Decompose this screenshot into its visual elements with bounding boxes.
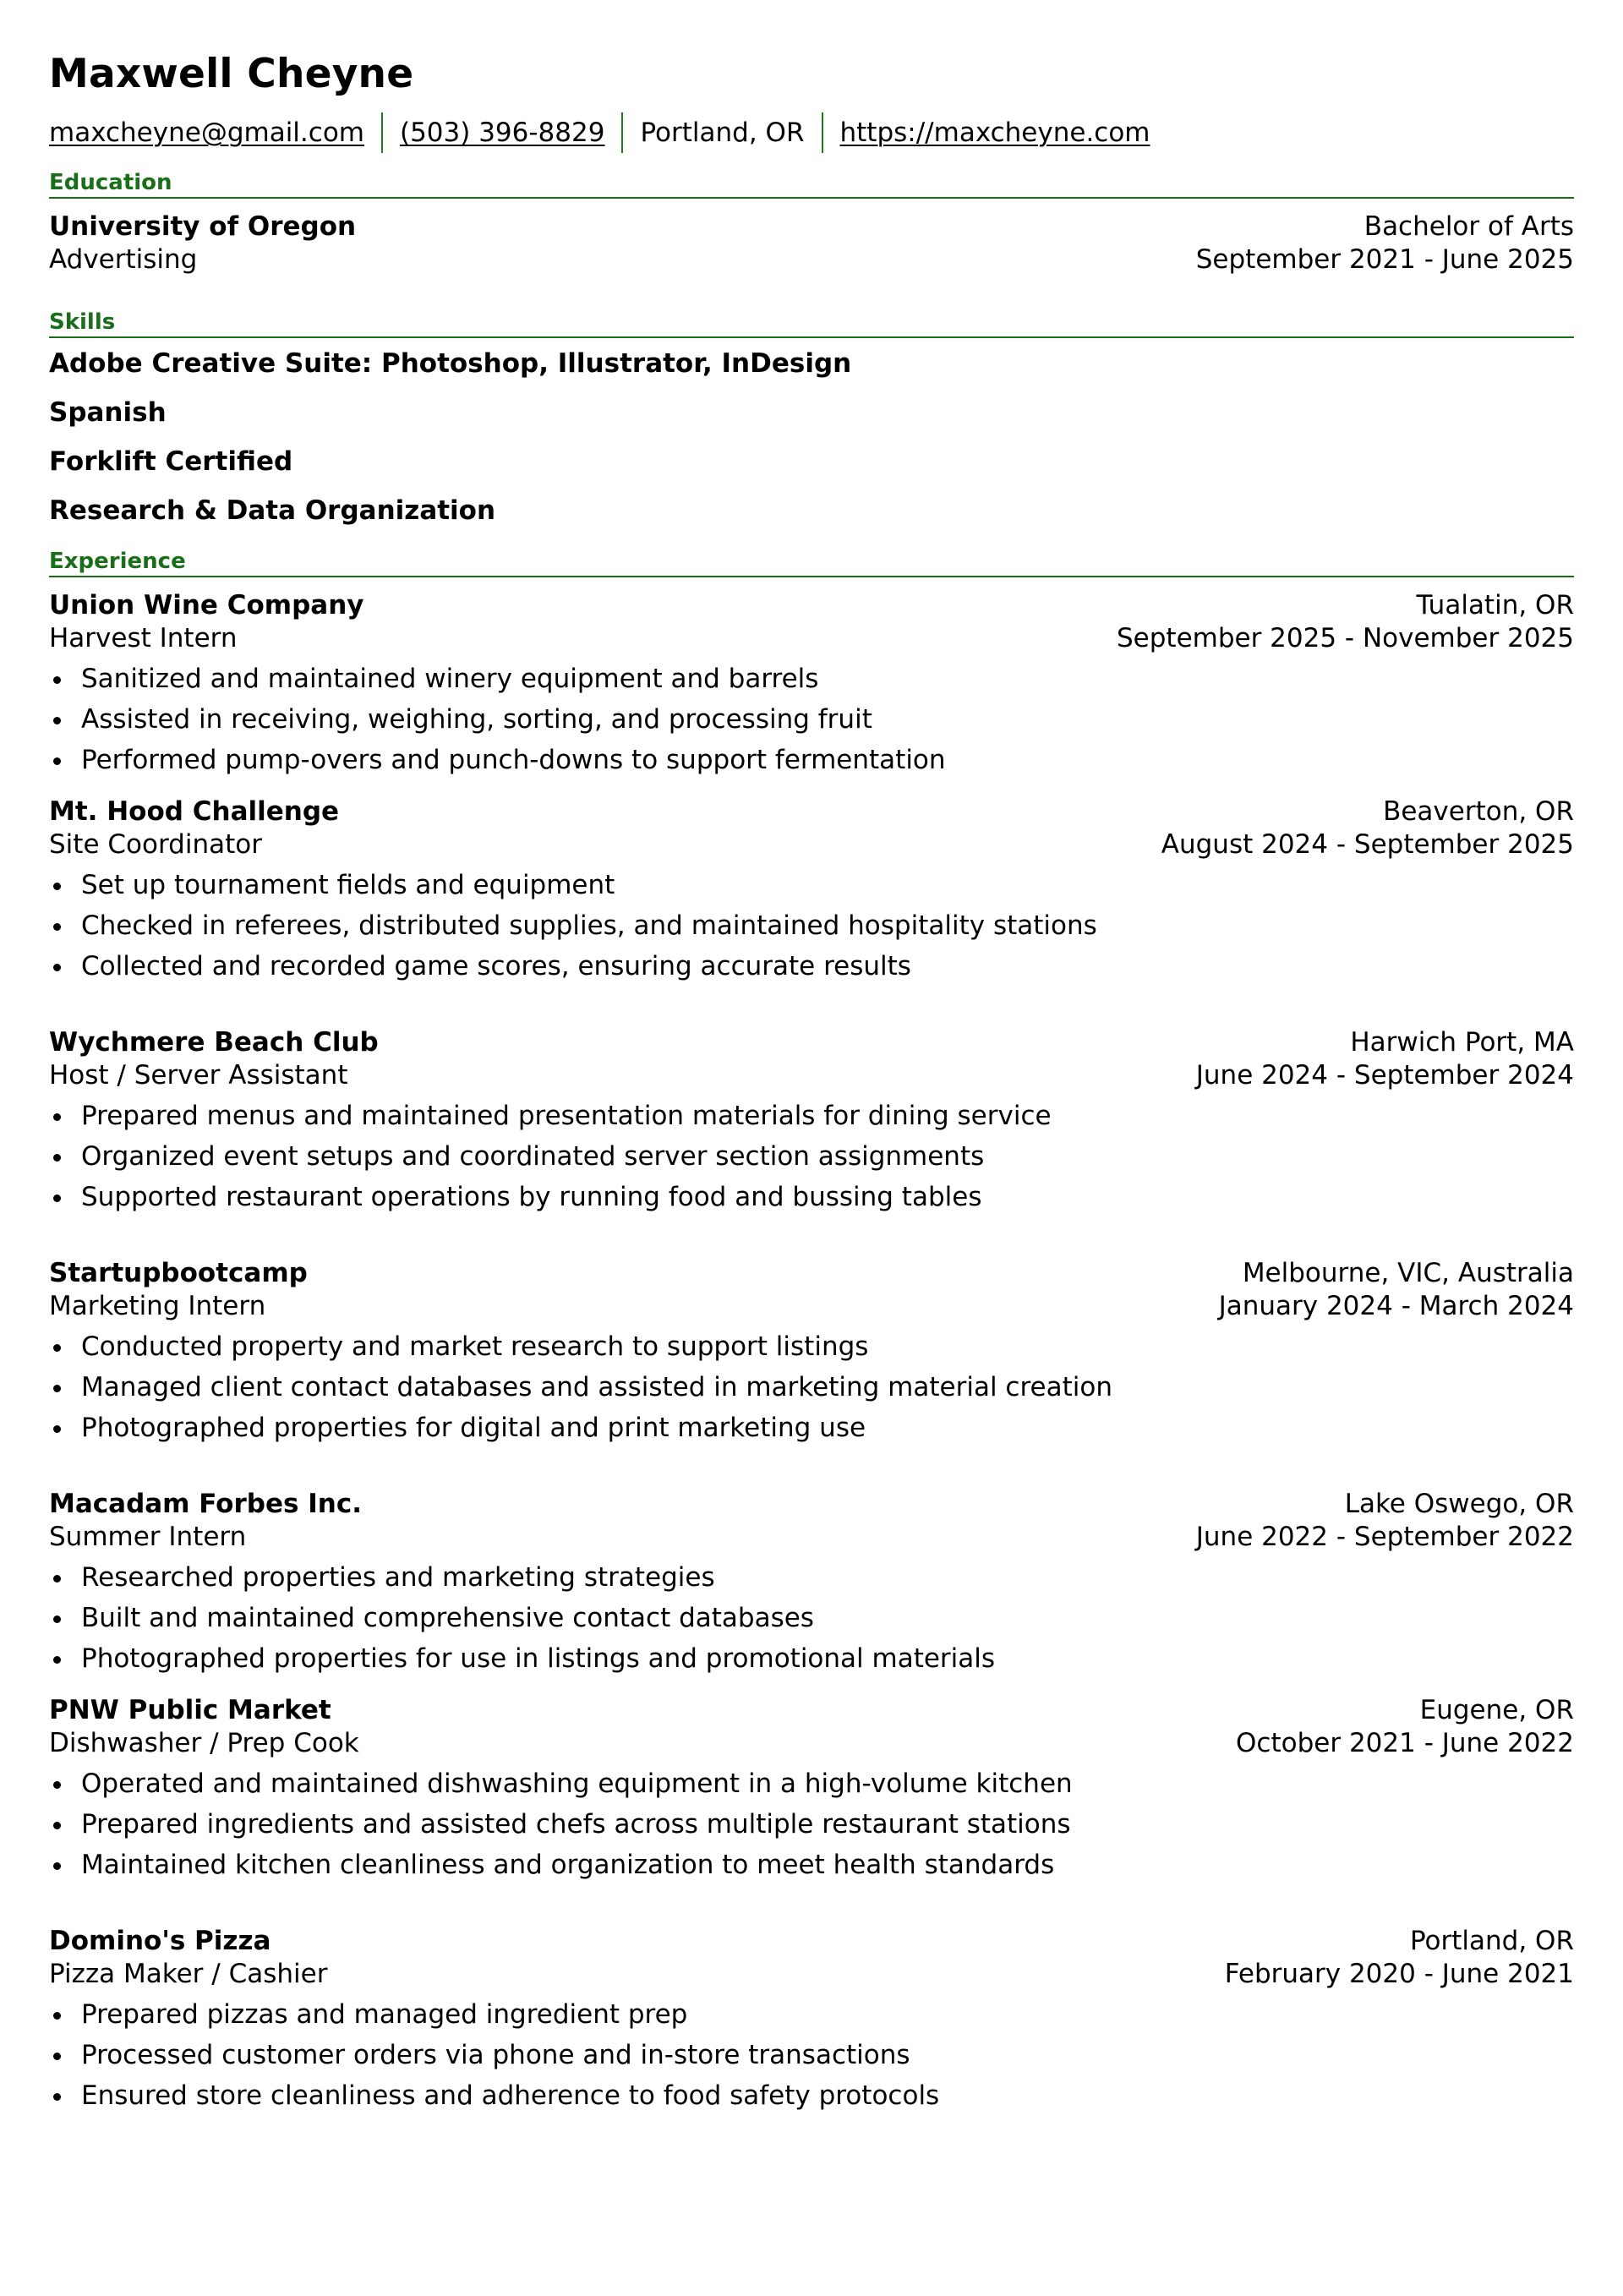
- website-link[interactable]: https://maxcheyne.com: [839, 118, 1150, 148]
- job-bullet: Built and maintained comprehensive contact databases: [49, 1598, 1574, 1638]
- job-entry: [49, 1925, 1574, 2116]
- degree: Bachelor of Arts: [1363, 211, 1574, 242]
- education-dates: September 2021 - June 2025: [1195, 244, 1574, 275]
- job-location: Lake Oswego, OR: [1344, 1489, 1574, 1519]
- skill-item: Forklift Certified: [49, 446, 293, 477]
- job-bullet: Maintained kitchen cleanliness and organization to meet health standards: [49, 1845, 1574, 1885]
- company-name: Mt. Hood Challenge: [49, 796, 340, 827]
- job-subheader-row: [49, 828, 1574, 861]
- job-header-row: [49, 589, 1574, 622]
- job-bullet: Collected and recorded game scores, ensuring accurate results: [49, 946, 1574, 987]
- location-text: Portland, OR: [640, 118, 805, 148]
- job-bullet: Managed client contact databases and assisted in marketing material creation: [49, 1367, 1574, 1408]
- job-dates: June 2024 - September 2024: [1195, 1060, 1574, 1091]
- job-bullet: Organized event setups and coordinated server section assignments: [49, 1136, 1574, 1177]
- job-header-row: [49, 1925, 1574, 1958]
- job-entry: [49, 1694, 1574, 1885]
- job-bullet: Checked in referees, distributed supplies, and maintained hospitality stations: [49, 905, 1574, 946]
- education-entry: [49, 210, 1574, 276]
- job-subheader-row: [49, 622, 1574, 655]
- job-bullet: Sanitized and maintained winery equipment and barrels: [49, 659, 1574, 699]
- job-subheader-row: [49, 1521, 1574, 1554]
- job-dates: February 2020 - June 2021: [1224, 1959, 1574, 1989]
- company-name: PNW Public Market: [49, 1695, 331, 1725]
- job-location: Portland, OR: [1409, 1926, 1574, 1956]
- job-title: Dishwasher / Prep Cook: [49, 1728, 359, 1758]
- job-entry: [49, 1257, 1574, 1448]
- company-name: Domino's Pizza: [49, 1926, 271, 1956]
- job-title: Marketing Intern: [49, 1291, 266, 1321]
- job-bullet: Prepared menus and maintained presentation materials for dining service: [49, 1096, 1574, 1136]
- skill-item: Spanish: [49, 397, 167, 428]
- job-header-row: [49, 1257, 1574, 1290]
- job-bullet: Supported restaurant operations by running food and bussing tables: [49, 1177, 1574, 1217]
- job-bullets: [49, 865, 1574, 987]
- job-bullet: Conducted property and market research to support listings: [49, 1326, 1574, 1367]
- job-bullets: [49, 1763, 1574, 1885]
- job-dates: August 2024 - September 2025: [1161, 829, 1574, 860]
- job-bullets: [49, 1994, 1574, 2116]
- company-name: Macadam Forbes Inc.: [49, 1489, 362, 1519]
- job-location: Eugene, OR: [1419, 1695, 1574, 1725]
- job-title: Site Coordinator: [49, 829, 262, 860]
- job-bullet: Operated and maintained dishwashing equipment in a high-volume kitchen: [49, 1763, 1574, 1804]
- job-dates: October 2021 - June 2022: [1236, 1728, 1574, 1758]
- job-title: Harvest Intern: [49, 623, 238, 653]
- experience-heading: Experience: [49, 548, 1574, 577]
- field-of-study: Advertising: [49, 244, 198, 275]
- phone-link[interactable]: (503) 396-8829: [399, 118, 605, 148]
- education-row-1: [49, 210, 1574, 243]
- job-subheader-row: [49, 1727, 1574, 1760]
- contact-divider: [621, 112, 623, 153]
- school-name: University of Oregon: [49, 211, 357, 242]
- job-subheader-row: [49, 1290, 1574, 1323]
- job-location: Harwich Port, MA: [1350, 1027, 1574, 1058]
- job-bullet: Prepared pizzas and managed ingredient prep: [49, 1994, 1574, 2035]
- education-heading: Education: [49, 169, 1574, 199]
- job-bullet: Prepared ingredients and assisted chefs across multiple restaurant stations: [49, 1804, 1574, 1845]
- skill-item: Research & Data Organization: [49, 495, 496, 526]
- job-header-row: [49, 795, 1574, 828]
- job-bullet: Researched properties and marketing strategies: [49, 1557, 1574, 1598]
- job-location: Tualatin, OR: [1416, 590, 1574, 620]
- job-header-row: [49, 1694, 1574, 1727]
- job-bullets: [49, 1096, 1574, 1217]
- company-name: Wychmere Beach Club: [49, 1027, 379, 1058]
- job-bullet: Processed customer orders via phone and in-store transactions: [49, 2035, 1574, 2075]
- job-subheader-row: [49, 1059, 1574, 1092]
- education-row-2: [49, 243, 1574, 276]
- job-bullet: Performed pump-overs and punch-downs to support fermentation: [49, 740, 1574, 780]
- job-bullet: Assisted in receiving, weighing, sorting, and processing fruit: [49, 699, 1574, 740]
- company-name: Union Wine Company: [49, 590, 364, 620]
- job-bullet: Set up tournament fields and equipment: [49, 865, 1574, 905]
- job-title: Pizza Maker / Cashier: [49, 1959, 328, 1989]
- job-bullets: [49, 1326, 1574, 1448]
- job-dates: June 2022 - September 2022: [1195, 1522, 1574, 1552]
- job-title: Host / Server Assistant: [49, 1060, 348, 1091]
- skills-heading: Skills: [49, 309, 1574, 338]
- job-bullet: Photographed properties for use in listings and promotional materials: [49, 1638, 1574, 1679]
- candidate-name: Maxwell Cheyne: [49, 51, 414, 97]
- job-entry: [49, 589, 1574, 780]
- job-bullets: [49, 1557, 1574, 1679]
- job-title: Summer Intern: [49, 1522, 247, 1552]
- job-location: Beaverton, OR: [1383, 796, 1574, 827]
- contact-line: [49, 112, 1574, 154]
- job-dates: September 2025 - November 2025: [1116, 623, 1574, 653]
- job-subheader-row: [49, 1958, 1574, 1991]
- job-bullet: Photographed properties for digital and print marketing use: [49, 1408, 1574, 1448]
- job-entry: [49, 1488, 1574, 1679]
- job-location: Melbourne, VIC, Australia: [1242, 1258, 1574, 1288]
- job-bullet: Ensured store cleanliness and adherence to food safety protocols: [49, 2075, 1574, 2116]
- company-name: Startupbootcamp: [49, 1258, 308, 1288]
- job-header-row: [49, 1488, 1574, 1521]
- contact-divider: [381, 112, 383, 153]
- email-link[interactable]: maxcheyne@gmail.com: [49, 118, 364, 148]
- job-header-row: [49, 1026, 1574, 1059]
- job-dates: January 2024 - March 2024: [1218, 1291, 1574, 1321]
- skill-item: Adobe Creative Suite: Photoshop, Illustrator, InDesign: [49, 348, 852, 379]
- contact-divider: [822, 112, 823, 153]
- job-bullets: [49, 659, 1574, 780]
- job-entry: [49, 1026, 1574, 1217]
- job-entry: [49, 795, 1574, 987]
